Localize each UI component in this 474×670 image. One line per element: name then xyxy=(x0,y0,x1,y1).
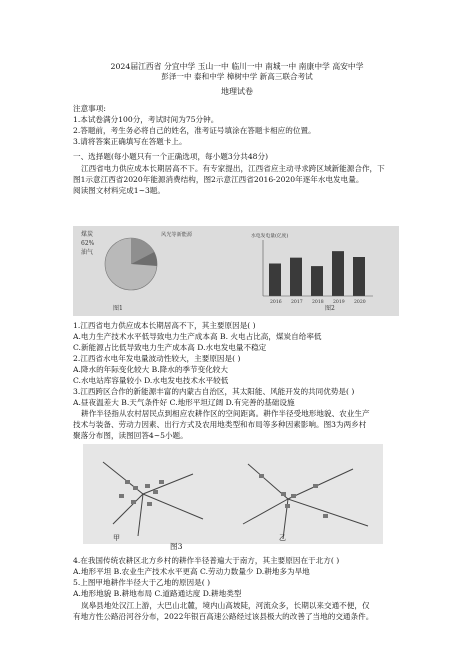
intro-line-1: 江西省电力供应成本长期居高不下。有专家提出，江西省应主动寻求跨区域新能源合作，下 xyxy=(81,164,385,173)
exam-title-line1: 2024届江西省 分宜中学 玉山一中 临川一中 南城一中 南康中学 高安中学 xyxy=(110,62,364,71)
q5-stem: 5.上图甲地耕作半径大于乙地的原因是( ) xyxy=(73,578,211,587)
notes-heading: 注意事项: xyxy=(73,104,106,113)
bar-tick-2016: 2016 xyxy=(270,300,282,305)
bar-2018 xyxy=(311,266,323,296)
intro3-line-2: 有地方性公路沿河谷分布，2022年银百高速公路经过该县极大的改善了当地的交通条件。 xyxy=(73,612,374,621)
bar-2019 xyxy=(332,251,344,296)
q3-opt-line1: A.昼夜温差大 B.天气条件好 C.地形平坦辽阔 D.有完善的基础设施 xyxy=(73,398,295,407)
q3-stem: 3.江西跨区合作的新能源丰富的内蒙古自治区，其太阳能、风能开发的共同优势是( ) xyxy=(73,387,355,396)
fig2-caption: 图2 xyxy=(325,305,335,312)
intro2-line-3: 聚落分布图，读图回答4~5小题。 xyxy=(73,431,188,440)
q5-opt-line1: A.地形地貌 B.耕地布局 C.道路通达度 D.耕地类型 xyxy=(73,589,242,598)
exam-subject: 地理试卷 xyxy=(221,87,253,96)
bar-chart-ylabel: 水电发电量(亿度) xyxy=(251,234,289,239)
village-a-label: 甲 xyxy=(113,534,120,542)
q2-opt-line1: A.降水的年际变化较大 B.降水的季节变化较大 xyxy=(73,365,228,374)
q1-opt-line2: C.新能源占比低导致电力生产成本高 D.水电发电量不稳定 xyxy=(73,343,267,352)
pie-chart-fig1 xyxy=(105,238,157,290)
intro2-line-1: 耕作半径指从农村居民点到相应农耕作区的空间距离。耕作半径受地形地貌、农业生产 xyxy=(81,409,370,418)
q2-stem: 2.江西省水电年发电量波动性较大，主要原因是( ) xyxy=(73,354,241,363)
bar-tick-2020: 2020 xyxy=(354,300,366,305)
village-b-label: 乙 xyxy=(279,534,286,542)
q1-stem: 1.江西省电力供应成本长期居高不下，其主要原因是( ) xyxy=(73,321,256,330)
q4-opt-line1: A.地形平坦 B.农业生产技术水平更高 C.劳动力数量少 D.耕地多为旱地 xyxy=(73,567,310,576)
exam-title-line2: 彭泽一中 泰和中学 樟树中学 新高三联合考试 xyxy=(161,72,313,81)
fig3-caption: 图3 xyxy=(170,542,183,551)
intro3-line-1: 岚皋县地处汉江上游，大巴山北麓，境内山高坡陡，河流众多，长期以来交通不便，仅 xyxy=(81,601,370,610)
notes-item-3: 3.请将答案正确填写在答题卡上。 xyxy=(73,137,187,146)
intro-line-2: 图1示意江西省2020年能源消费结构，图2示意江西省2016-2020年逐年水电发电量。 xyxy=(73,175,364,184)
fig1-caption: 图1 xyxy=(113,305,123,312)
bar-2016 xyxy=(269,264,281,297)
notes-item-2: 2.答题前，考生务必将自己的姓名，准考证号填涂在答题卡相应的位置。 xyxy=(73,126,316,135)
bar-2020 xyxy=(353,257,365,296)
section1-heading: 一、选择题(每小题只有一个正确选项，每小题3分共48分) xyxy=(73,152,269,161)
q4-stem: 4.在我国传统农耕区北方乡村的耕作半径普遍大于南方，其主要原因在于北方( ) xyxy=(73,556,340,565)
fig1-label-coal: 煤炭 xyxy=(81,231,94,238)
figure-1-2 xyxy=(73,226,399,316)
bar-tick-2018: 2018 xyxy=(312,300,324,305)
q2-opt-line2: C.水电站库容量较小 D.水电发电技术水平较低 xyxy=(73,376,229,385)
q1-opt-line1: A.电力生产技术水平低导致电力生产成本高 B. 火电占比高，煤炭自给率低 xyxy=(73,332,322,341)
fig1-label-newenergy: 风光等新能源 xyxy=(161,232,193,238)
bar-2017 xyxy=(290,258,302,296)
intro2-line-2: 技术与装备、劳动力因素、出行方式及农用地类型和布局等多种因素影响。图3为两乡村 xyxy=(73,420,367,429)
figure-3 xyxy=(83,444,383,544)
fig1-label-oilgas: 油气 xyxy=(81,249,94,256)
fig1-label-percent: 62% xyxy=(81,240,95,247)
bar-tick-2019: 2019 xyxy=(333,300,345,305)
bar-tick-2017: 2017 xyxy=(291,300,303,305)
notes-item-1: 1.本试卷满分100分，考试时间为75分钟。 xyxy=(73,115,219,124)
intro-line-3: 阅读图文材料完成1~3题。 xyxy=(73,186,165,195)
